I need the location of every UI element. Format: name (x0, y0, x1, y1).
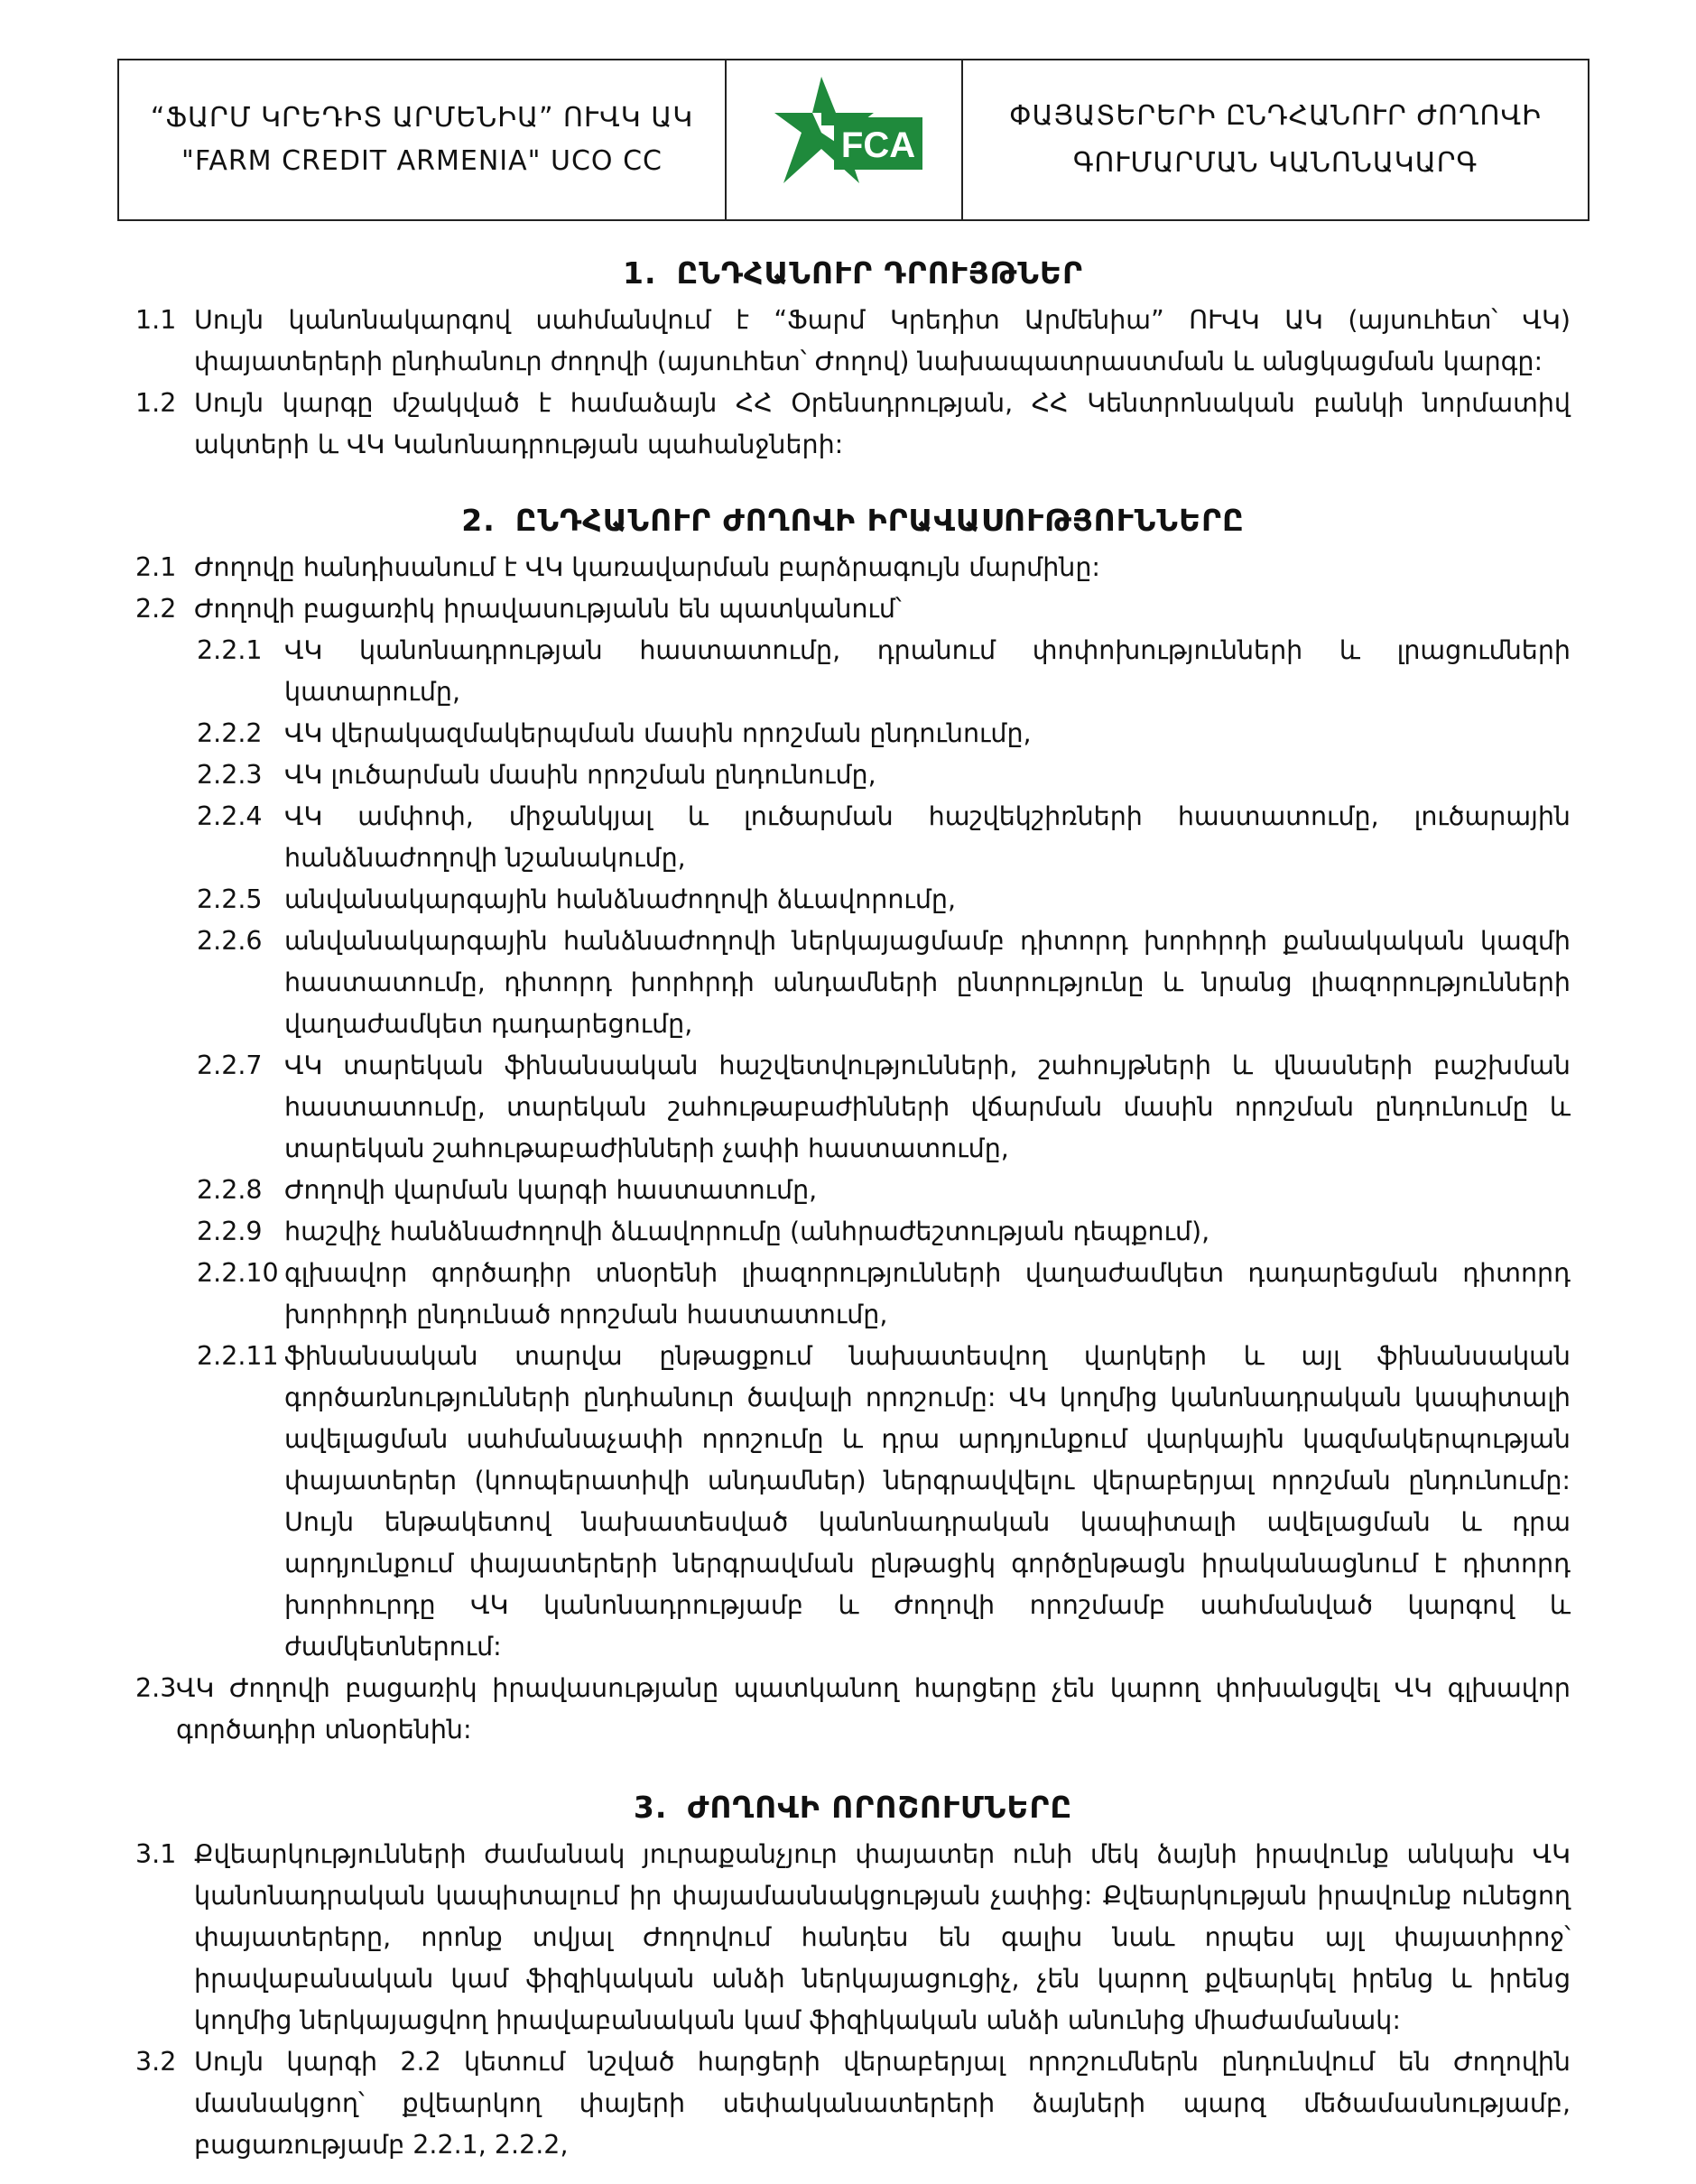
clause-2-3: 2.3 ՎԿ Ժողովի բացառիկ իրավասությանը պատկանող հարցերը չեն կարող փոխանցվել ՎԿ գլխավոր գործադիր տնօրենին: (135, 1673, 1571, 1744)
document-title-line1: ՓԱՅԱՏԵՐԵՐԻ ԸՆԴՀԱՆՈՒՐ ԺՈՂՈՎԻ (1009, 100, 1542, 132)
organization-name-cell (119, 60, 727, 219)
clause-2-2-9: 2.2.9 հաշվիչ հանձնաժողովի ձևավորումը (անհրաժեշտության դեպքում), (197, 1217, 1210, 1246)
clause-2-2-5: 2.2.5 անվանակարգային հանձնաժողովի ձևավորումը, (197, 884, 957, 914)
document-body (135, 253, 1571, 2166)
clause-2-2-1: 2.2.1 ՎԿ կանոնադրության հաստատումը, դրանում փոփոխությունների և լրացումների կատարումը, (197, 635, 1571, 707)
clause-2-2-6: 2.2.6 անվանակարգային հանձնաժողովի ներկայացմամբ դիտորդ խորհրդի քանակական կազմի հաստատումը, դիտորդ խորհրդի անդամների ընտրությունը և նրանց լիազորությունների վաղաժամկետ դադարեցումը, (197, 926, 1571, 1039)
clause-2-2-8: 2.2.8 Ժողովի վարման կարգի հաստատումը, (197, 1175, 818, 1205)
logo-cell (727, 60, 963, 219)
clause-2-2: 2.2 Ժողովի բացառիկ իրավասությանն են պատկանում՝ (135, 594, 902, 624)
clause-2-2-3: 2.2.3 ՎԿ լուծարման մասին որոշման ընդունումը, (197, 760, 876, 790)
section-2-heading: 2. ԸՆԴՀԱՆՈՒՐ ԺՈՂՈՎԻ ԻՐԱՎԱՍՈՒԹՅՈՒՆՆԵՐԸ (461, 503, 1245, 538)
clause-3-2: 3.2 Սույն կարգի 2.2 կետում նշված հարցերի վերաբերյալ որոշումներն ընդունվում են Ժողովին մասնակցող՝ քվեարկող փայերի սեփականատերերի ձայների պարզ մեծամասնությամբ, բացառությամբ 2.2.1, 2.2.2, (135, 2047, 1571, 2160)
section-3-heading: 3. ԺՈՂՈՎԻ ՈՐՈՇՈՒՄՆԵՐԸ (633, 1790, 1073, 1825)
logo-text: FCA (840, 125, 916, 165)
section-1-heading: 1. ԸՆԴՀԱՆՈՒՐ ԴՐՈՒՅԹՆԵՐ (623, 255, 1083, 291)
clause-1-2: 1.2 Սույն կարգը մշակված է համաձայն ՀՀ Օրենսդրության, ՀՀ Կենտրոնական բանկի նորմատիվ ակտերի և ՎԿ Կանոնադրության պահանջների: (135, 388, 1571, 459)
clause-3-1: 3.1 Քվեարկությունների ժամանակ յուրաքանչյուր փայատեր ունի մեկ ձայնի իրավունք անկախ ՎԿ կանոնադրական կապիտալում իր փայամասնակցության չափից: Քվեարկության իրավունք ունեցող փայատերերը, որոնք տվյալ Ժողովում հանդես են գալիս նաև որպես այլ փայատիրոջ՝ իրավաբանական կամ ֆիզիկական անձի ներկայացուցիչ, չեն կարող քվեարկել իրենց և իրենց կողմից ներկայացվող իրավաբանական կամ ֆիզիկական անձի անունից միաժամանակ: (135, 1839, 1571, 2035)
organization-name-english: "FARM CREDIT ARMENIA" UCO CC (181, 145, 663, 177)
organization-name-armenian: “ՖԱՐՄ ԿՐԵԴԻՏ ԱՐՄԵՆԻԱ” ՈՒՎԿ ԱԿ (150, 102, 694, 134)
fca-logo (758, 77, 930, 203)
clause-2-1: 2.1 Ժողովը հանդիսանում է ՎԿ կառավարման բարձրագույն մարմինը: (135, 552, 1101, 582)
document-header (117, 59, 1589, 221)
clause-2-2-2: 2.2.2 ՎԿ վերակազմակերպման մասին որոշման ընդունումը, (197, 718, 1032, 748)
clause-2-2-4: 2.2.4 ՎԿ ամփոփ, միջանկյալ և լուծարման հաշվեկշիռների հաստատումը, լուծարային հանձնաժողովի նշանակումը, (197, 801, 1571, 873)
clause-2-2-10: 2.2.10 գլխավոր գործադիր տնօրենի լիազորությունների վաղաժամկետ դադարեցման դիտորդ խորհրդի ընդունած որոշման հաստատումը, (197, 1258, 1571, 1329)
document-title-cell (963, 60, 1588, 219)
clause-2-2-7: 2.2.7 ՎԿ տարեկան ֆինանսական հաշվետվությունների, շահույթների և վնասների բաշխման հաստատումը, տարեկան շահութաբաժինների վճարման մասին որոշման ընդունումը և տարեկան շահութաբաժինների չափի հաստատումը, (197, 1050, 1571, 1163)
clause-2-2-11: 2.2.11 ֆինանսական տարվա ընթացքում նախատեսվող վարկերի և այլ ֆինանսական գործառնությունների ընդհանուր ծավալի որոշումը: ՎԿ կողմից կանոնադրական կապիտալի ավելացման սահմանաչափի որոշումը և դրա արդյունքում վարկային կազմակերպության փայատերեր (կոոպերատիվի անդամներ) ներգրավվելու վերաբերյալ որոշման ընդունումը: Սույն ենթակետով նախատեսված կանոնադրական կապիտալի ավելացման և դրա արդյունքում փայատերերի ներգրավման ընթացիկ գործընթացն իրականացնում է դիտորդ խորհուրդը ՎԿ կանոնադրությամբ և Ժողովի որոշմամբ սահմանված կարգով և ժամկետներում: (197, 1341, 1571, 1661)
document-title-line2: ԳՈՒՄԱՐՄԱՆ ԿԱՆՈՆԱԿԱՐԳ (1072, 147, 1478, 179)
clause-1-1: 1.1 Սույն կանոնակարգով սահմանվում է “Ֆարմ Կրեդիտ Արմենիա” ՈՒՎԿ ԱԿ (այսուհետ՝ ՎԿ) փայատերերի ընդհանուր ժողովի (այսուհետ՝ Ժողով) նախապատրաստման և անցկացման կարգը: (135, 305, 1571, 376)
